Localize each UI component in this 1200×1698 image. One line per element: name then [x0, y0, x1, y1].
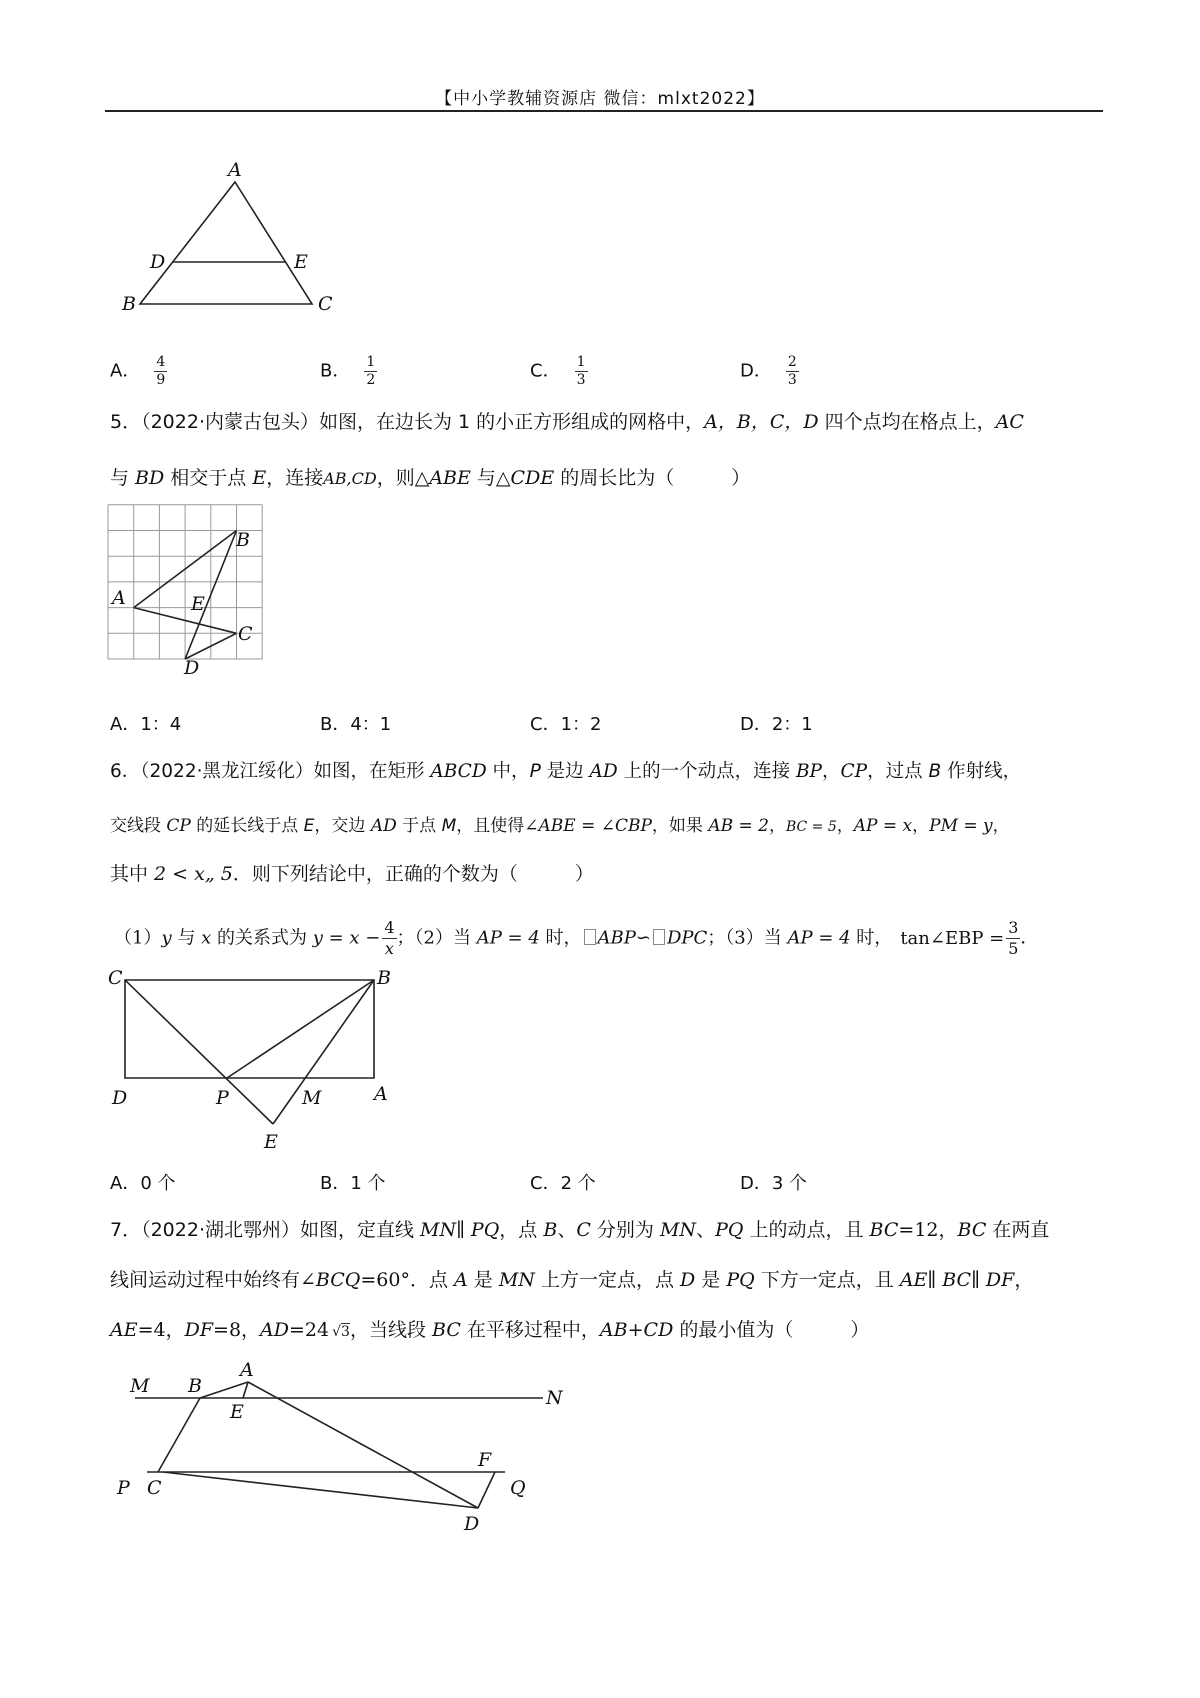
- q5-option-a: A．1：4: [110, 714, 182, 735]
- q6-label-e: E: [264, 1131, 278, 1153]
- q6-line-2: 交线段 CP 的延长线于点 E，交边 AD 于点 M，且使得∠ABE = ∠CBP，如果 AB = 2，BC = 5，AP = x，PM = y，: [110, 816, 1010, 836]
- q7-line-3: AE=4，DF=8，AD=24 √3，当线段 BC 在平移过程中，AB+CD 的最小值为（ ）: [110, 1319, 870, 1341]
- fraction: $\frac{1}{2}$: [366, 354, 376, 388]
- q5-label-d: D: [184, 657, 200, 679]
- q7-label-m: M: [130, 1375, 150, 1397]
- q5-lines: [110, 529, 253, 679]
- q7-segment-ae: [243, 1382, 248, 1398]
- q7-segment-df: [478, 1472, 495, 1508]
- q6-line-1: 6．（2022·黑龙江绥化）如图，在矩形 ABCD 中，P 是边 AD 上的一个动点，连接 BP，CP，过点 B 作射线，: [110, 761, 1022, 782]
- q4-label-c: C: [318, 293, 333, 315]
- q7-line-2: 线间运动过程中始终有∠BCQ=60°．点 A 是 MN 上方一定点，点 D 是 PQ 下方一定点，且 AE∥ BC∥ DF，: [110, 1269, 1034, 1291]
- q7-segment-ab: [200, 1382, 248, 1398]
- q4-option-a: [110, 354, 167, 389]
- q6-line-4: （1）y 与 x 的关系式为 y = x − $\frac{4}{x}$ ；（2）当 AP = 4 时， ABP∽ DPC；（3）当 AP = 4 时， tan∠EBP = $\frac{3}{5}$ ．: [114, 918, 1039, 958]
- q6-label-b: B: [377, 967, 391, 989]
- q7-label-d: D: [464, 1513, 480, 1535]
- option-letter: A．: [110, 360, 141, 382]
- q4-option-c: [530, 354, 588, 389]
- q5-option-b: B．4：1: [320, 714, 392, 735]
- q7-label-a: A: [240, 1359, 254, 1381]
- q4-option-d: [740, 354, 799, 389]
- q7-label-q: Q: [510, 1477, 526, 1499]
- fraction: $\frac{4}{9}$: [156, 354, 166, 388]
- q7-label-n: N: [546, 1387, 563, 1409]
- fraction: $\frac{2}{3}$: [787, 354, 797, 388]
- q4-triangle-abc: [140, 182, 312, 304]
- q4-label-d: D: [150, 251, 166, 273]
- q4-label-b: B: [122, 293, 136, 315]
- sqrt-sign: √: [332, 1324, 342, 1340]
- q4-triangle-figure: [121, 159, 333, 315]
- option-letter: B．: [320, 360, 351, 382]
- q7-label-c: C: [147, 1477, 162, 1499]
- option-letter: D．: [740, 360, 772, 382]
- q5-option-d: D．2：1: [740, 714, 813, 735]
- fraction: $\frac{3}{5}$: [1008, 918, 1019, 958]
- q5-label-c: C: [238, 623, 253, 645]
- q7-segment-bc: [158, 1398, 200, 1472]
- q6-rectangle-figure: [108, 967, 391, 1153]
- q6-label-a: A: [374, 1083, 388, 1105]
- q5-label-b: B: [236, 529, 250, 551]
- page-header: 【中小学教辅资源店 微信：mlxt2022】: [435, 89, 765, 109]
- q7-label-p: P: [117, 1477, 130, 1499]
- q4-label-e: E: [294, 251, 308, 273]
- q6-label-p: P: [216, 1087, 229, 1109]
- q7-label-b: B: [188, 1375, 202, 1397]
- q7-line-1: 7．（2022·湖北鄂州）如图，定直线 MN∥ PQ，点 B、C 分别为 MN、PQ 上的动点，且 BC=12，BC 在两直: [110, 1219, 1050, 1241]
- q5-label-e: E: [191, 593, 205, 615]
- q5-option-c: C．1：2: [530, 714, 602, 735]
- q6-label-c: C: [108, 967, 123, 989]
- q7-parallel-lines-figure: [116, 1359, 564, 1535]
- fraction: $\frac{1}{3}$: [576, 354, 586, 388]
- q6-segment-be: [273, 980, 374, 1124]
- q6-segment-bp: [227, 980, 374, 1078]
- q6-line-3: 其中 2 < x„ 5．则下列结论中，正确的个数为（ ）: [110, 863, 594, 885]
- q7-segment-cd: [163, 1472, 478, 1508]
- triangle-symbol-box: [584, 929, 596, 945]
- fraction: $\frac{4}{x}$: [384, 918, 395, 958]
- q5-label-a: A: [112, 587, 126, 609]
- q4-label-a: A: [228, 159, 242, 181]
- triangle-symbol-box: [653, 929, 665, 945]
- q6-segment-ce: [125, 980, 273, 1124]
- q7-segment-ad: [248, 1382, 478, 1508]
- q6-option-d: D．3 个: [740, 1173, 808, 1194]
- q7-label-e: E: [230, 1401, 244, 1423]
- q6-label-d: D: [112, 1087, 128, 1109]
- q4-option-b: [320, 354, 377, 389]
- q5-line-2: 与 BD 相交于点 E，连接AB,CD，则△ABE 与△CDE 的周长比为（ ）: [110, 467, 751, 489]
- q6-label-m: M: [302, 1087, 322, 1109]
- q6-option-c: C．2 个: [530, 1173, 596, 1194]
- q6-option-a: A．0 个: [110, 1173, 176, 1194]
- q5-line-1: 5．（2022·内蒙古包头）如图，在边长为 1 的小正方形组成的网格中，A，B，C，D 四个点均在格点上，AC: [110, 411, 1024, 433]
- option-letter: C．: [530, 360, 561, 382]
- q6-option-b: B．1 个: [320, 1173, 386, 1194]
- q7-label-f: F: [478, 1449, 492, 1471]
